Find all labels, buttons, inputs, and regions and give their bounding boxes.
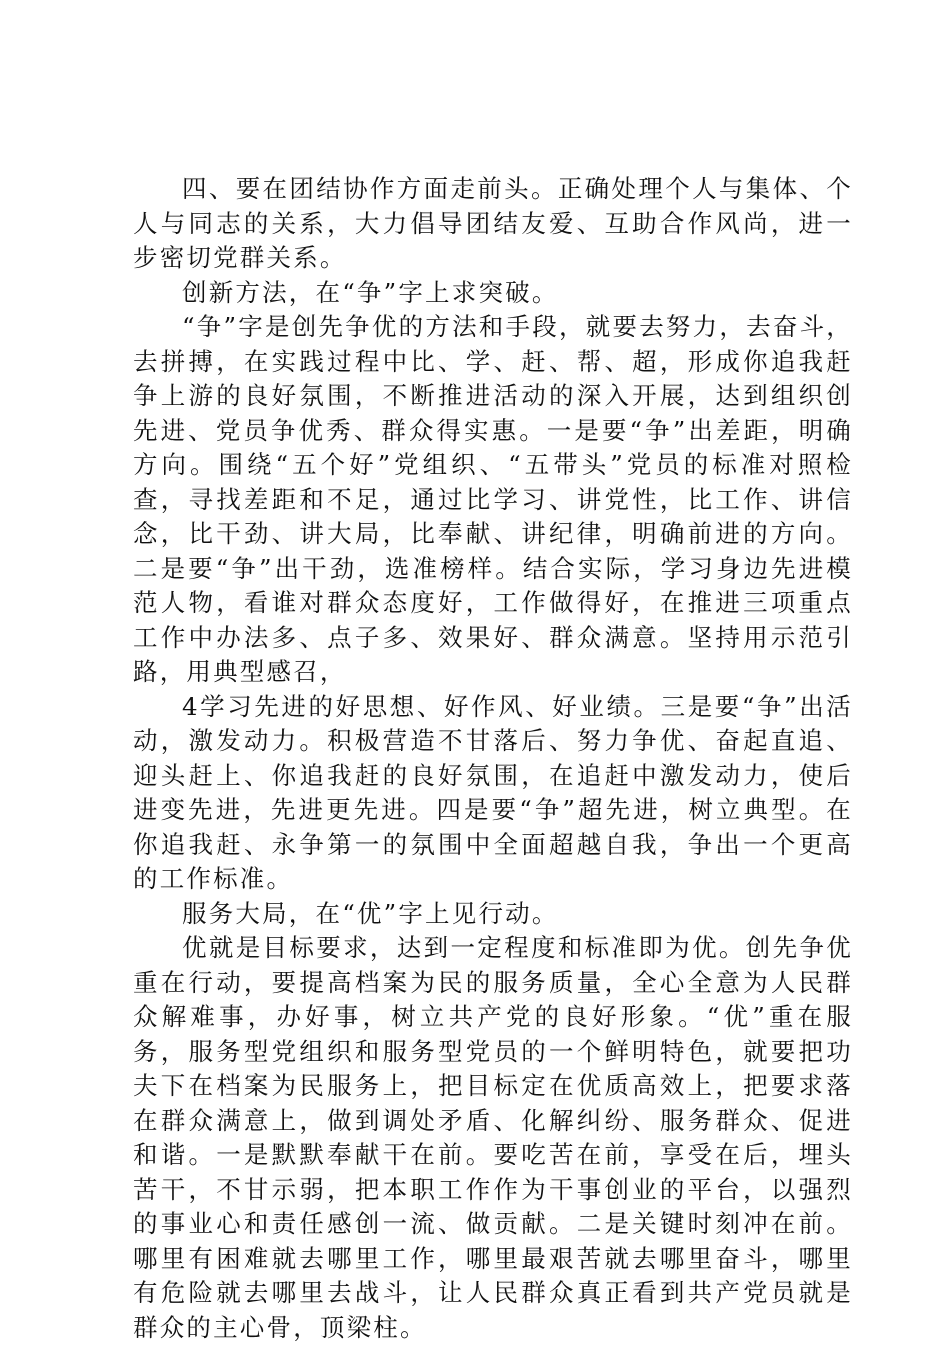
heading-innovation: 创新方法，在“争”字上求突破。 (182, 277, 559, 307)
paragraph-unity: 四、要在团结协作方面走前头。正确处理个人与集体、个人与同志的关系，大力倡导团结友爱、互助合作风尚，进一步密切党群关系。 (133, 174, 853, 272)
paragraph-learn-advanced: 4学习先进的好思想、好作风、好业绩。三是要“争”出活动，激发动力。积极营造不甘落后、努力争优、奋起直追、迎头赶上、你追我赶的良好氛围，在追赶中激发动力，使后进变先进，先进更先进。四是要“争”超先进，树立典型。在你追我赶、永争第一的氛围中全面超越自我，争出一个更高的工作标准。 (133, 691, 853, 893)
paragraph-excellence: 优就是目标要求，达到一定程度和标准即为优。创先争优重在行动，要提高档案为民的服务质量，全心全意为人民群众解难事，办好事，树立共产党的良好形象。“优”重在服务，服务型党组织和服务型党员的一个鲜明特色，就要把功夫下在档案为民服务上，把目标定在优质高效上，把要求落在群众满意上，做到调处矛盾、化解纠纷、服务群众、促进和谐。一是默默奉献干在前。要吃苦在前，享受在后，埋头苦干，不甘示弱，把本职工作作为干事创业的平台，以强烈的事业心和责任感创一流、做贡献。二是关键时刻冲在前。哪里有困难就去哪里工作，哪里最艰苦就去哪里奋斗，哪里有危险就去哪里去战斗，让人民群众真正看到共产党员就是群众的主心骨，顶梁柱。 (133, 933, 853, 1342)
paragraph-compete: “争”字是创先争优的方法和手段，就要去努力，去奋斗，去拼搏，在实践过程中比、学、赶、帮、超，形成你追我赶争上游的良好氛围，不断推进活动的深入开展，达到组织创先进、党员争优秀、群众得实惠。一是要“争”出差距，明确方向。围绕“五个好”党组织、“五带头”党员的标准对照检查，寻找差距和不足，通过比学习、讲党性，比工作、讲信念，比干劲、讲大局，比奉献、讲纪律，明确前进的方向。二是要“争”出干劲，选准榜样。结合实际，学习身边先进模范人物，看谁对群众态度好，工作做得好，在推进三项重点工作中办法多、点子多、效果好、群众满意。坚持用示范引路，用典型感召， (133, 312, 853, 686)
heading-service: 服务大局，在“优”字上见行动。 (182, 898, 559, 928)
document-body (133, 172, 853, 1345)
